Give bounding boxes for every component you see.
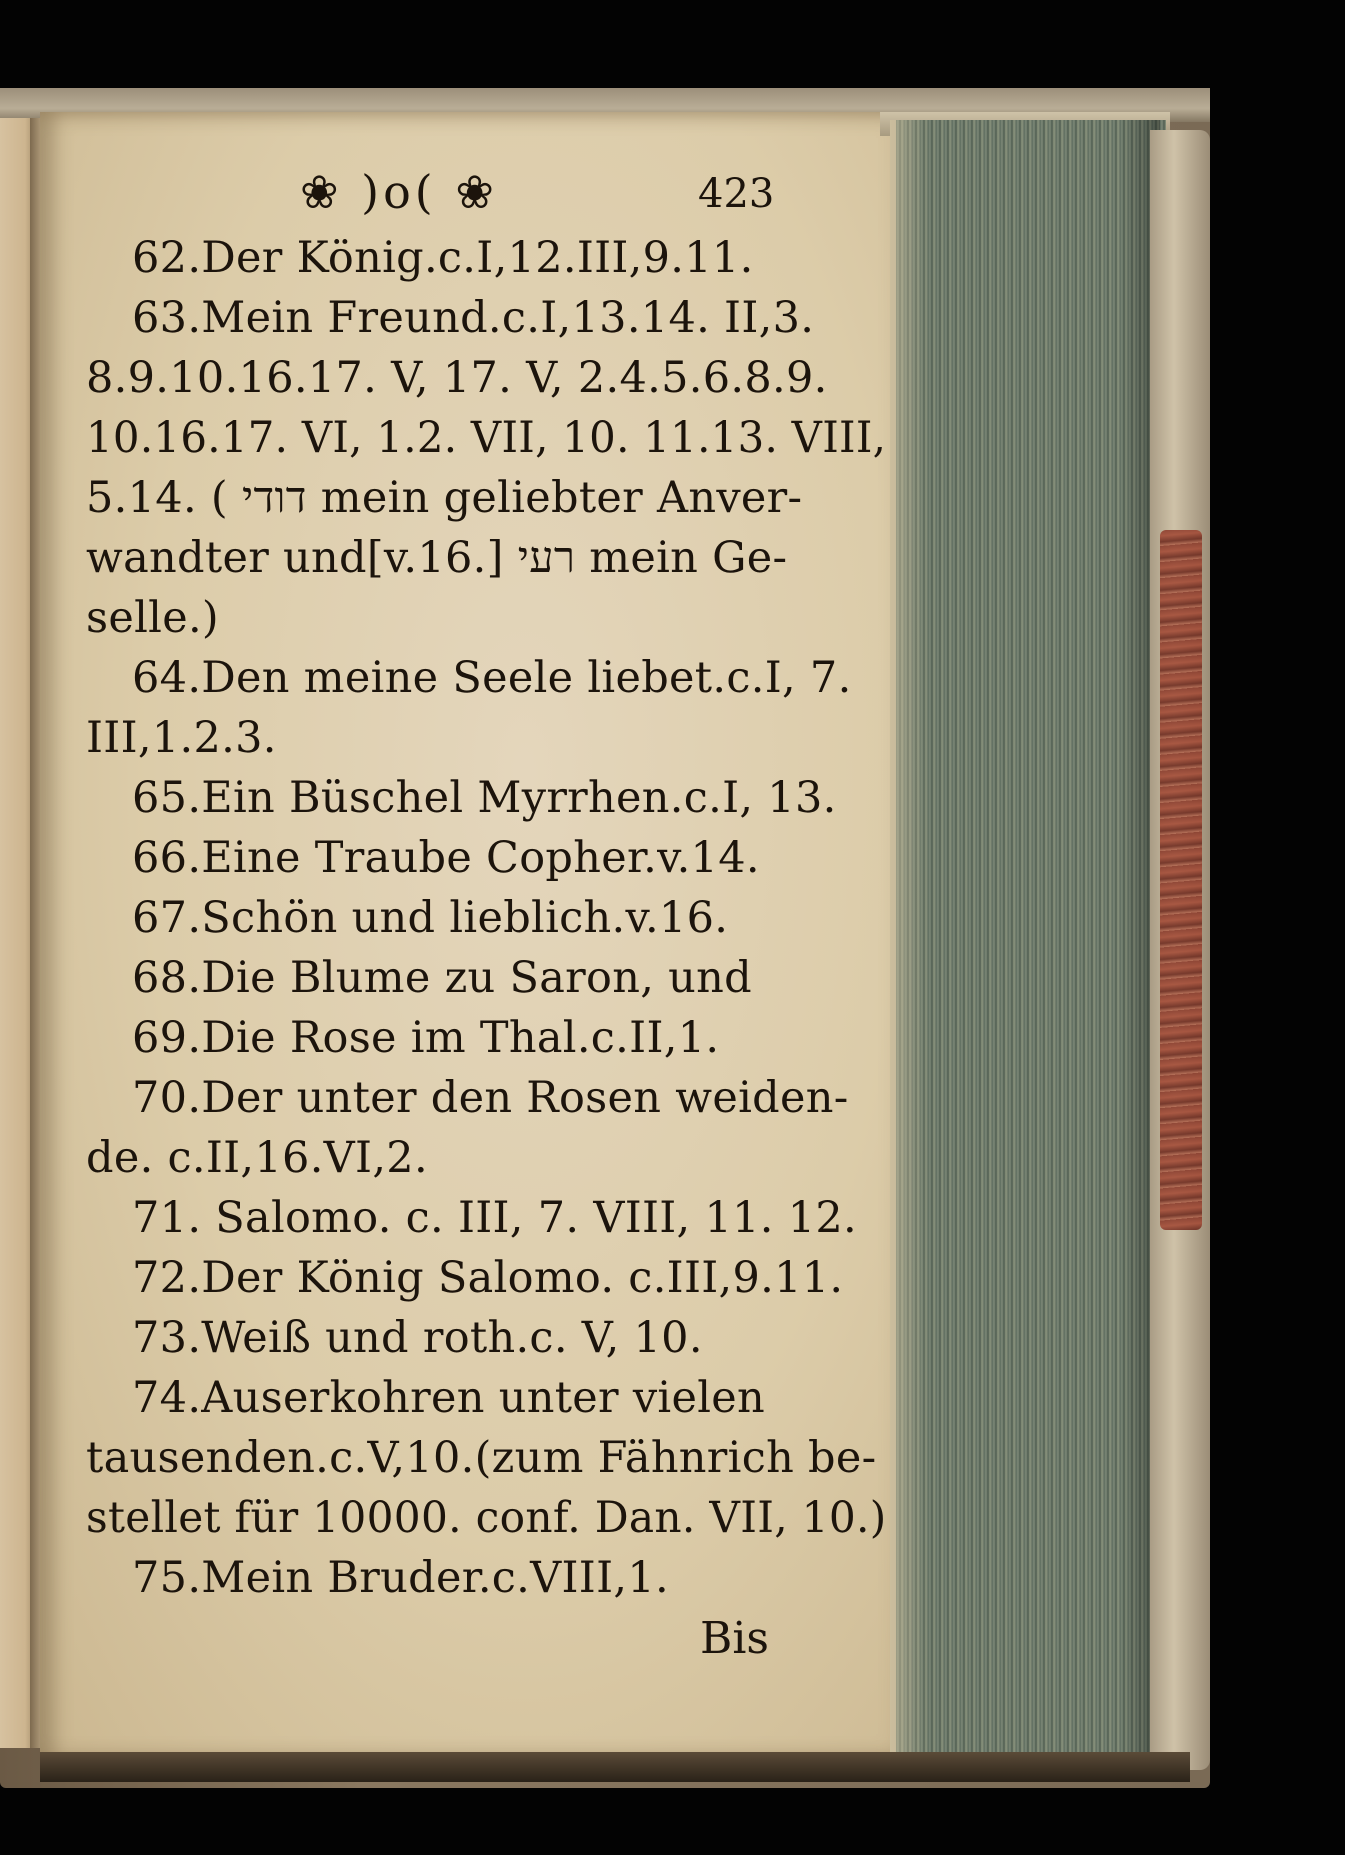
text-line: 64.Den meine Seele liebet.c.I, 7.	[132, 653, 852, 703]
page-text	[40, 112, 920, 1760]
text-line: 68.Die Blume zu Saron, und	[132, 953, 752, 1003]
marbled-cover-strip	[1160, 530, 1202, 1230]
text-line: 69.Die Rose im Thal.c.II,1.	[132, 1013, 720, 1063]
text-line: 73.Weiß und roth.c. V, 10.	[132, 1313, 703, 1363]
text-line: 10.16.17. VI, 1.2. VII, 10. 11.13. VIII,	[86, 413, 887, 463]
text-line: 62.Der König.c.I,12.III,9.11.	[132, 233, 754, 283]
text-line: wandter und[v.16.] רעי mein Ge-	[86, 533, 788, 583]
running-head	[40, 162, 920, 222]
catchword: Bis	[700, 1613, 769, 1664]
text-line: 67.Schön und lieblich.v.16.	[132, 893, 729, 943]
header-ornament: ❀ )o( ❀	[300, 165, 498, 219]
text-line: 63.Mein Freund.c.I,13.14. II,3.	[132, 293, 815, 343]
text-line: selle.)	[86, 593, 220, 643]
text-line: tausenden.c.V,10.(zum Fähnrich be-	[86, 1433, 877, 1483]
page-number: 423	[698, 171, 775, 217]
text-line: 70.Der unter den Rosen weiden-	[132, 1073, 849, 1123]
text-line: 72.Der König Salomo. c.III,9.11.	[132, 1253, 844, 1303]
text-line: III,1.2.3.	[86, 713, 277, 763]
text-line: 71. Salomo. c. III, 7. VIII, 11. 12.	[132, 1193, 858, 1243]
text-line: de. c.II,16.VI,2.	[86, 1133, 428, 1183]
text-line: 5.14. ( דודי mein geliebter Anver-	[86, 473, 803, 523]
fore-edge-shade	[890, 120, 1160, 1780]
text-line: 66.Eine Traube Copher.v.14.	[132, 833, 760, 883]
text-line: stellet für 10000. conf. Dan. VII, 10.)	[86, 1493, 887, 1543]
text-line: 74.Auserkohren unter vielen	[132, 1373, 766, 1423]
text-line: 75.Mein Bruder.c.VIII,1.	[132, 1553, 669, 1603]
text-line: 8.9.10.16.17. V, 17. V, 2.4.5.6.8.9.	[86, 353, 828, 403]
text-line: 65.Ein Büschel Myrrhen.c.I, 13.	[132, 773, 837, 823]
